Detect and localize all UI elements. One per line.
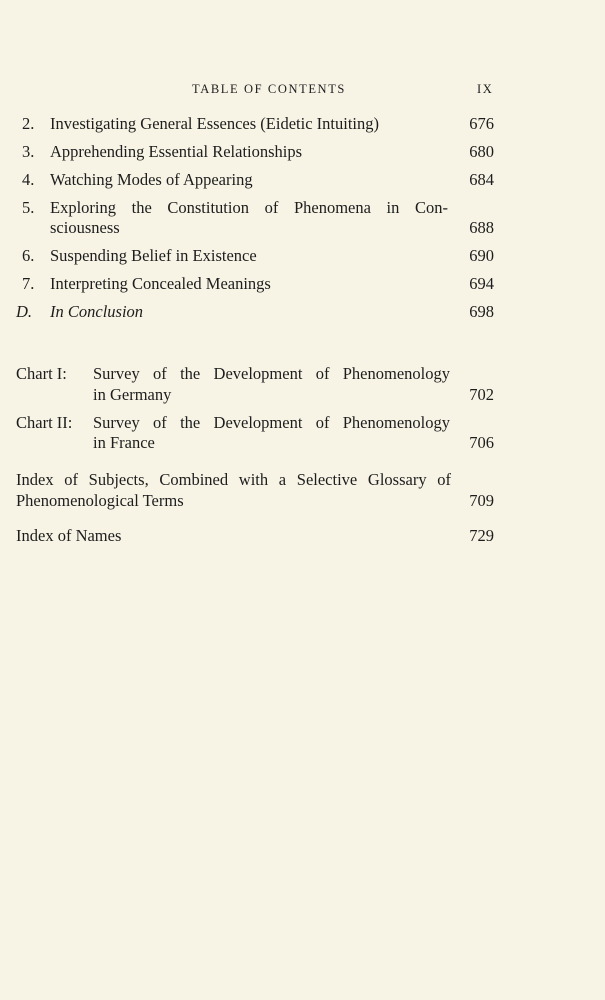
entry-page: 698	[469, 302, 494, 321]
entry-number: 5.	[22, 198, 35, 217]
entry-title: Watching Modes of Appearing	[50, 170, 253, 189]
entry-page: 688	[469, 218, 494, 237]
entry-title: Interpreting Concealed Meanings	[50, 274, 271, 293]
chart-label: Chart I:	[16, 364, 67, 383]
chart-page: 702	[469, 385, 494, 404]
entry-letter: D.	[16, 302, 33, 321]
entry-number: 4.	[22, 170, 35, 189]
index-page: 729	[469, 526, 494, 545]
index-title-continued: Phenomenological Terms	[16, 491, 184, 510]
index-page: 709	[469, 491, 494, 510]
entry-title: Exploring the Constitution of Phenomena in Con-	[50, 198, 448, 217]
chart-label: Chart II:	[16, 413, 73, 432]
entry-title: Apprehending Essential Relationships	[50, 142, 303, 161]
running-head-title: TABLE OF CONTENTS	[192, 82, 346, 96]
entry-number: 6.	[22, 246, 35, 265]
index-title: Index of Subjects, Combined with a Selective Glossary of	[16, 470, 451, 489]
entry-title-continued: sciousness	[50, 218, 120, 237]
entry-page: 676	[469, 114, 494, 133]
entry-title: Investigating General Essences (Eidetic Intuiting)	[50, 114, 379, 133]
entry-title: Suspending Belief in Existence	[50, 246, 257, 265]
chart-title: Survey of the Development of Phenomenology	[93, 413, 450, 432]
entry-number: 2.	[22, 114, 35, 133]
entry-page: 690	[469, 246, 494, 265]
page-number: IX	[477, 82, 494, 96]
entry-page: 684	[469, 170, 494, 189]
chart-title-continued: in France	[93, 433, 155, 452]
entry-number: 7.	[22, 274, 35, 293]
chart-page: 706	[469, 433, 494, 452]
chart-title-continued: in Germany	[93, 385, 172, 404]
entry-page: 680	[469, 142, 494, 161]
running-head	[0, 82, 605, 100]
index-title: Index of Names	[16, 526, 122, 545]
chart-title: Survey of the Development of Phenomenology	[93, 364, 450, 383]
entry-title: In Conclusion	[50, 302, 144, 321]
entry-number: 3.	[22, 142, 35, 161]
entry-page: 694	[469, 274, 494, 293]
